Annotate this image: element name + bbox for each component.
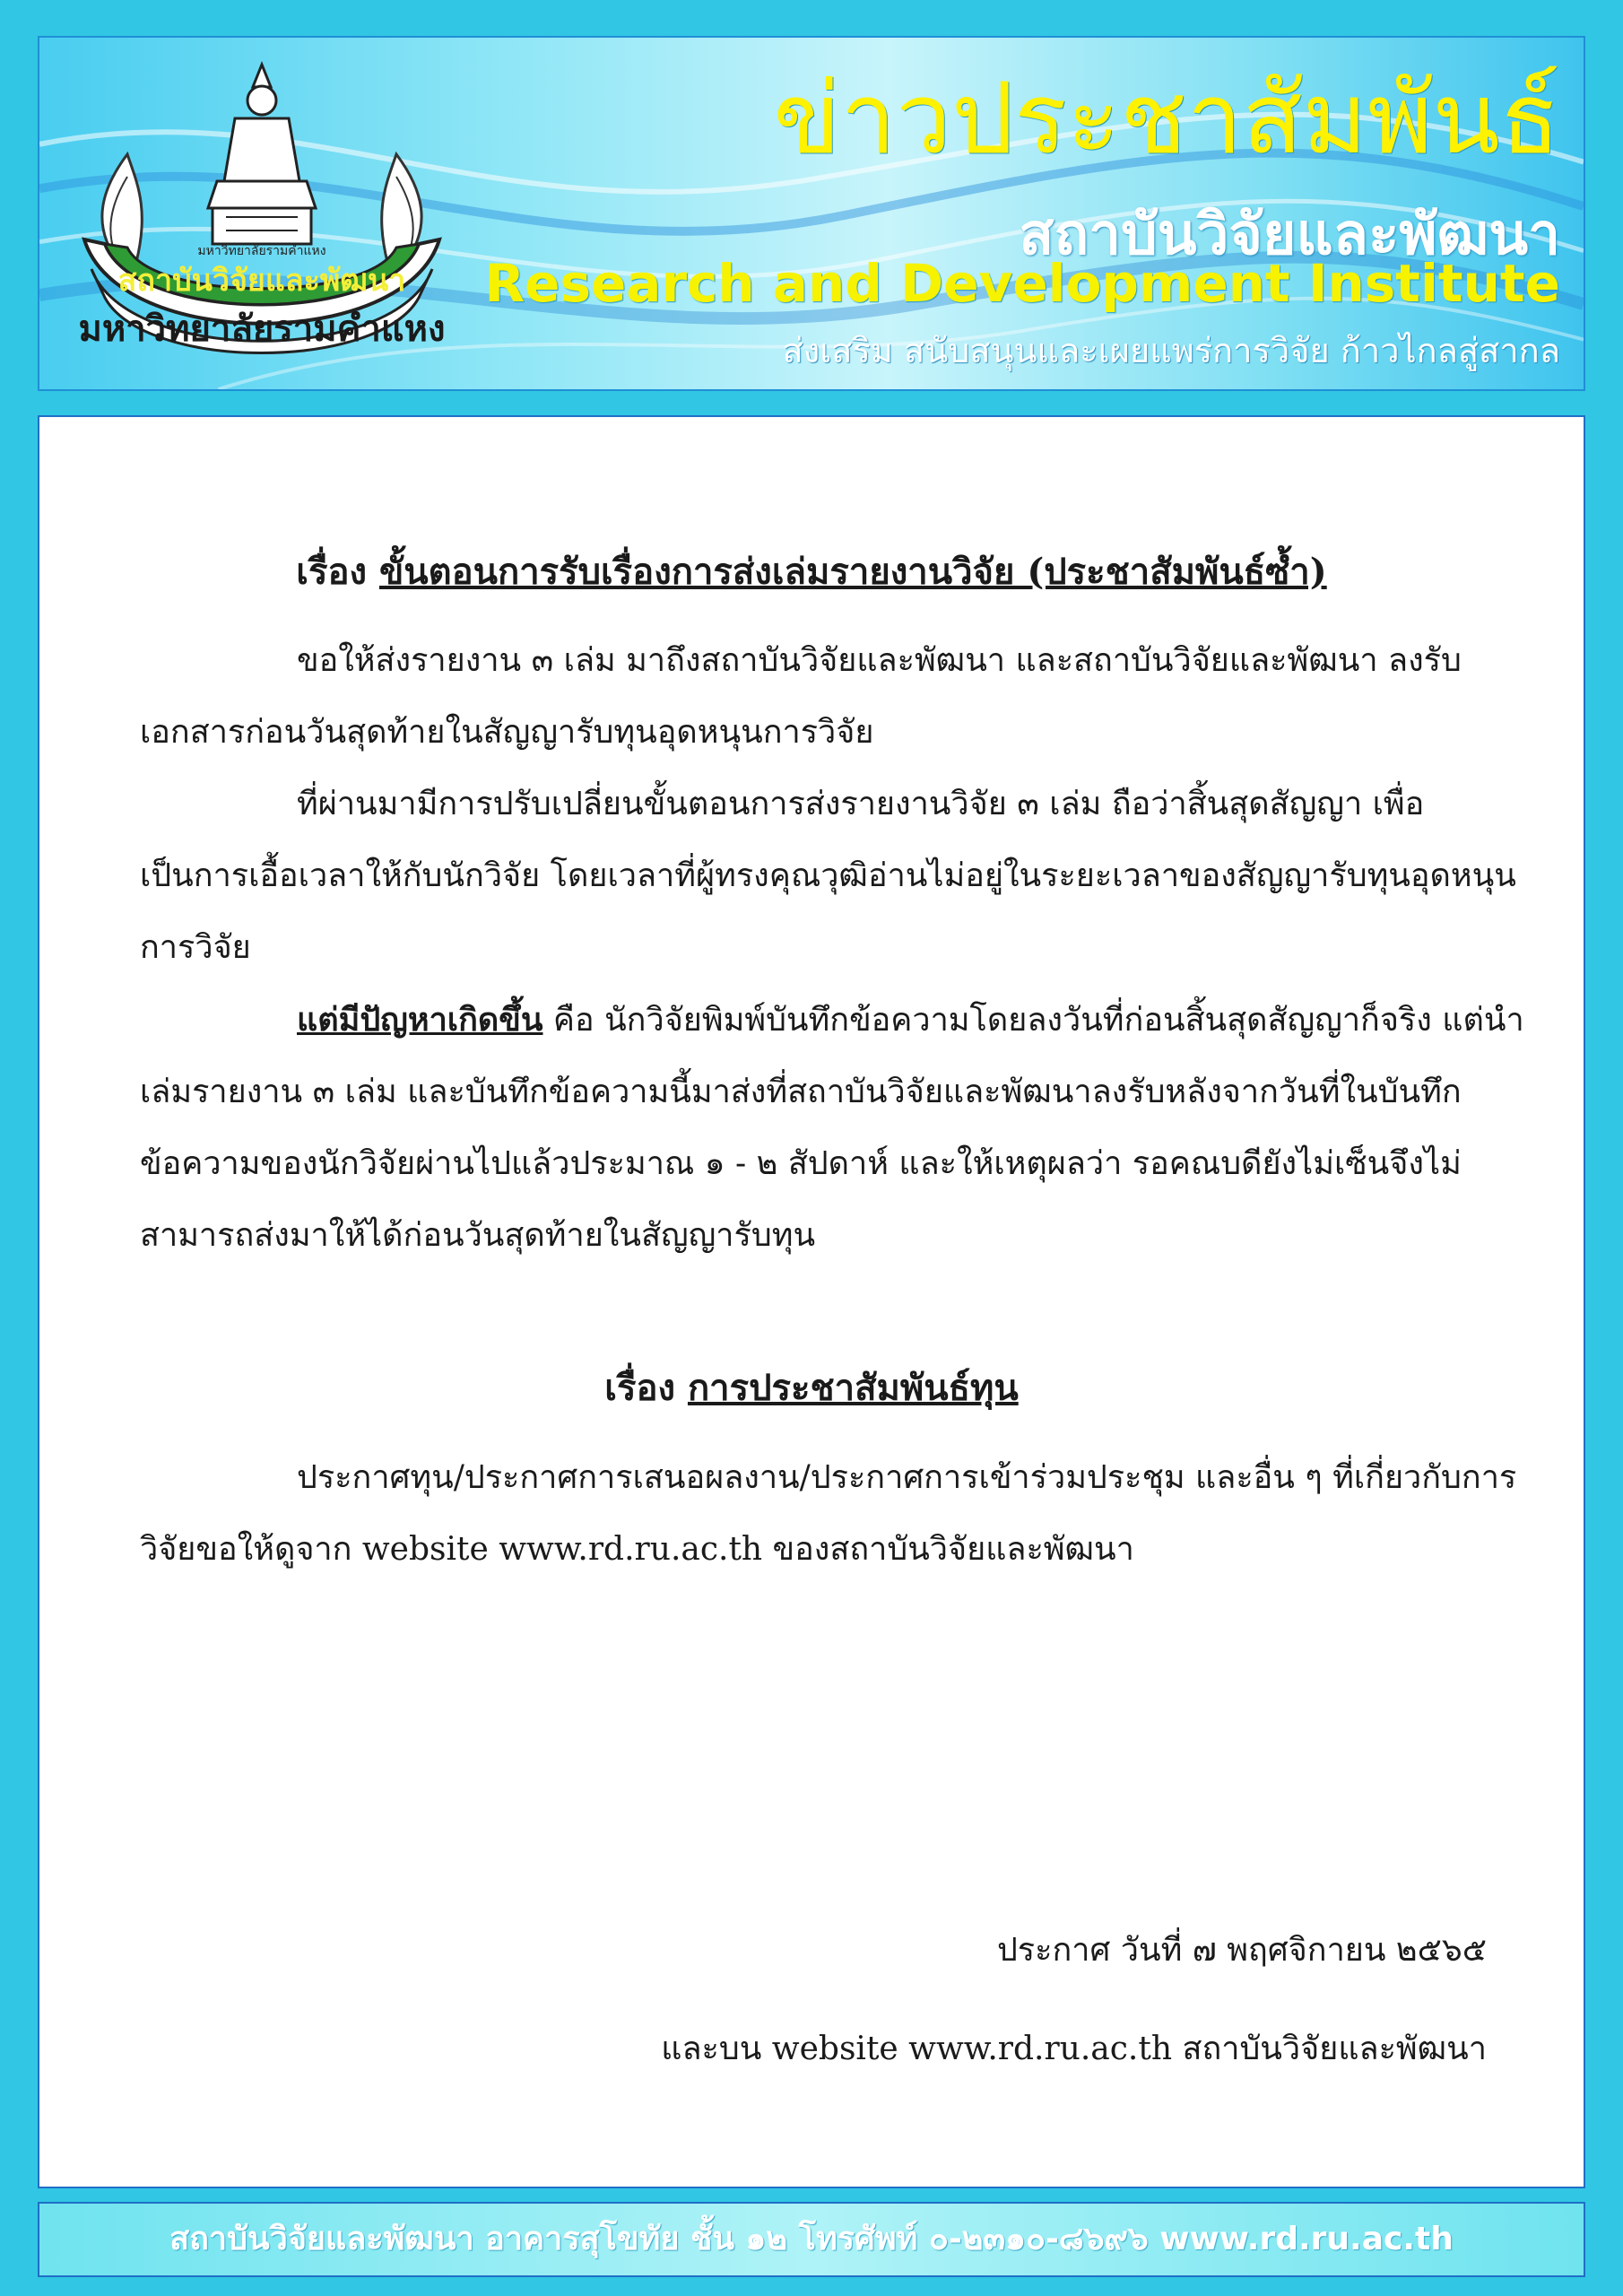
header-banner (38, 36, 1585, 391)
section1-paragraph-1 (140, 625, 1532, 769)
section2-prefix: เรื่อง (604, 1367, 676, 1409)
logo-text-top: มหาวิทยาลัยรามคำแหง (197, 244, 326, 258)
section2-paragraph-1 (140, 1442, 1532, 1586)
section1-prefix: เรื่อง (296, 551, 367, 593)
announcement-date: ประกาศ วันที่ ๗ พฤศจิกายน ๒๕๖๕ (996, 1932, 1487, 1969)
footer-contact: สถาบันวิจัยและพัฒนา อาคารสุโขทัย ชั้น ๑๒ โทรศัพท์ ๐-๒๓๑๐-๘๖๙๖ www.rd.ru.ac.th (38, 2202, 1585, 2277)
header-subtitle-en: Research and Development Institute (484, 253, 1560, 314)
header-subtitle-th: สถาบันวิจัยและพัฒนา (1019, 202, 1560, 268)
section1-topic: ขั้นตอนการรับเรื่องการส่งเล่มรายงานวิจัย (ประชาสัมพันธ์ซ้ำ) (378, 551, 1327, 593)
section1-p1-text: ขอให้ส่งรายงาน ๓ เล่ม มาถึงสถาบันวิจัยและพัฒนา และสถาบันวิจัยและพัฒนา ลงรับเอกสารก่อนวันสุดท้ายในสัญญารับทุนอุดหนุนการวิจัย (140, 642, 1462, 751)
section2-topic: การประชาสัมพันธ์ทุน (687, 1367, 1019, 1409)
problem-emphasis: แต่มีปัญหาเกิดขึ้น (297, 1001, 543, 1039)
section1-title (39, 543, 1584, 600)
header-slogan: ส่งเสริม สนับสนุนและเผยแพร่การวิจัย ก้าวไกลสู่สากล (782, 331, 1560, 370)
section1-p2-text: ที่ผ่านมามีการปรับเปลี่ยนขั้นตอนการส่งรายงานวิจัย ๓ เล่ม ถือว่าสิ้นสุดสัญญา เพื่อเป็นการเอื้อเวลาให้กับนักวิจัย โดยเวลาที่ผู้ทรงคุณวุฒิอ่านไม่อยู่ในระยะเวลาของสัญญารับทุนอุดหนุนการวิจัย (140, 786, 1516, 966)
section1-p3-text: คือ นักวิจัยพิมพ์บันทึกข้อความโดยลงวันที่ก่อนสิ้นสุดสัญญาก็จริง แต่นำเล่มรายงาน ๓ เล่ม และบันทึกข้อความนี้มาส่งที่สถาบันวิจัยและพัฒนาลงรับหลังจากวันที่ในบันทึกข้อความของนักวิจัยผ่านไปแล้วประมาณ ๑ - ๒ สัปดาห์ และให้เหตุผลว่า รอคณบดียังไม่เซ็นจึงไม่สามารถส่งมาให้ได้ก่อนวันสุดท้ายในสัญญารับทุน (140, 1002, 1524, 1254)
website-line: และบน website www.rd.ru.ac.th สถาบันวิจัยและพัฒนา (661, 2031, 1487, 2067)
logo-text-green: สถาบันวิจัยและพัฒนา (117, 263, 406, 299)
announcement-body (38, 415, 1585, 2188)
section2-title (39, 1359, 1584, 1416)
section1-paragraph-3 (140, 984, 1532, 1272)
statue-icon (208, 65, 316, 244)
section1-paragraph-2 (140, 769, 1532, 984)
header-title: ข่าวประชาสัมพันธ์ (773, 61, 1560, 176)
logo-text-black: มหาวิทยาลัยรามคำแหง (78, 309, 446, 350)
section2-p1-text: ประกาศทุน/ประกาศการเสนอผลงาน/ประกาศการเข้าร่วมประชุม และอื่น ๆ ที่เกี่ยวกับการวิจัยขอให้ดูจาก website www.rd.ru.ac.th ของสถาบันวิจัยและพัฒนา (140, 1459, 1517, 1568)
institute-logo (65, 56, 459, 378)
